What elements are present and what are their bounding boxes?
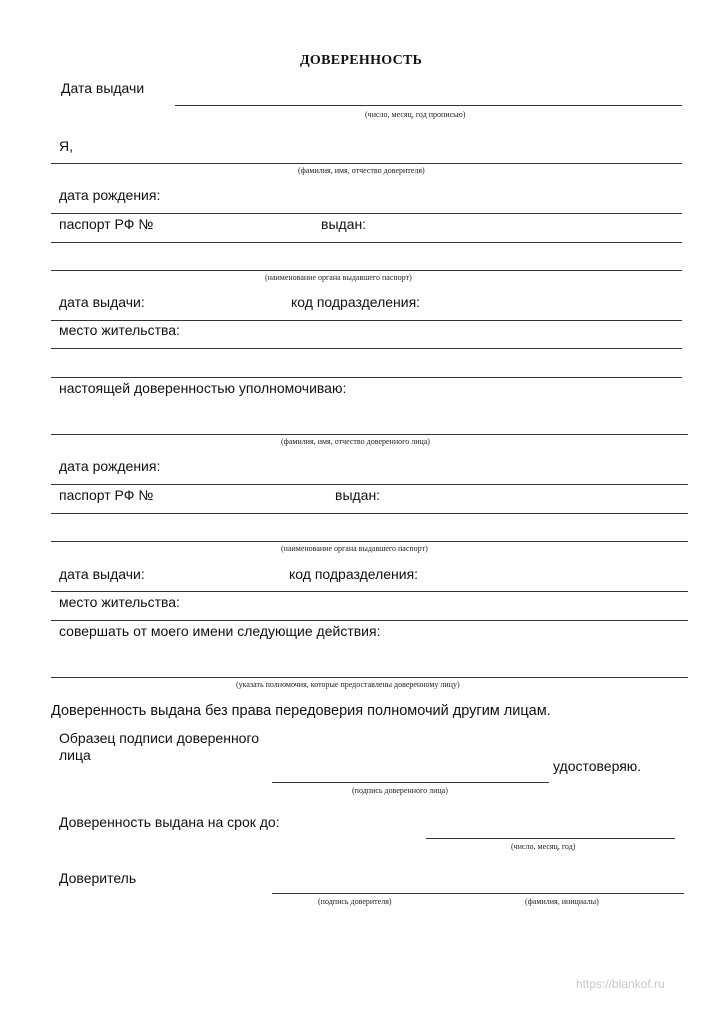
principal-name-caption: (фамилия, имя, отчество доверителя) — [298, 166, 425, 175]
principal-intro: Я, — [59, 138, 73, 154]
agent-authority-field[interactable] — [51, 541, 688, 542]
signature-sample-label-2: лица — [59, 747, 91, 763]
agent-authority-caption: (наименование органа выдавшего паспорт) — [281, 544, 428, 553]
principal-passport-field[interactable] — [51, 242, 682, 243]
principal-signature-caption: (подпись доверителя) — [318, 897, 392, 906]
certify-text: удостоверяю. — [553, 758, 642, 774]
agent-passport-label: паспорт РФ № — [59, 487, 154, 503]
authorize-text: настоящей доверенностью уполномочиваю: — [59, 380, 347, 396]
agent-signature-field[interactable] — [272, 782, 549, 783]
agent-signature-caption: (подпись доверенного лица) — [352, 786, 448, 795]
principal-birth-date-label: дата рождения: — [59, 187, 161, 203]
agent-residence-label: место жительства: — [59, 594, 180, 610]
agent-passport-field[interactable] — [51, 513, 688, 514]
principal-residence-label: место жительства: — [59, 322, 180, 338]
agent-division-code-label: код подразделения: — [289, 566, 419, 582]
actions-text: совершать от моего имени следующие действия: — [59, 623, 381, 639]
principal-division-code-label: код подразделения: — [291, 294, 421, 310]
issue-date-caption: (число, месяц, год прописью) — [365, 110, 466, 119]
term-caption: (число, месяц, год) — [511, 842, 576, 851]
powers-caption: (указать полномочия, которые предоставлены доверенному лицу) — [236, 680, 460, 689]
agent-name-field[interactable] — [51, 434, 688, 435]
agent-passport-date-label: дата выдачи: — [59, 566, 145, 582]
principal-passport-date-field[interactable] — [51, 320, 682, 321]
signature-sample-label: Образец подписи доверенного — [59, 730, 260, 746]
term-date-field[interactable] — [426, 838, 675, 839]
agent-birth-date-label: дата рождения: — [59, 458, 161, 474]
principal-birth-date-field[interactable] — [51, 213, 682, 214]
agent-passport-date-field[interactable] — [51, 591, 688, 592]
principal-issued-by-label: выдан: — [321, 216, 367, 232]
watermark-link[interactable]: https://blankof.ru — [576, 977, 665, 991]
issue-date-label: Дата выдачи — [61, 80, 145, 96]
principal-name-field[interactable] — [51, 163, 682, 164]
agent-issued-by-label: выдан: — [335, 487, 381, 503]
principal-label: Доверитель — [59, 870, 137, 886]
no-substitution-text: Доверенность выдана без права передоверия полномочий другим лицам. — [51, 703, 551, 719]
agent-name-caption: (фамилия, имя, отчество доверенного лица) — [281, 437, 430, 446]
principal-residence-field[interactable] — [51, 348, 682, 349]
principal-authority-field[interactable] — [51, 270, 682, 271]
powers-field[interactable] — [51, 677, 688, 678]
page-title: ДОВЕРЕННОСТЬ — [300, 53, 423, 68]
agent-birth-date-field[interactable] — [51, 484, 688, 485]
principal-authority-caption: (наименование органа выдавшего паспорт) — [265, 273, 412, 282]
principal-name-initials-caption: (фамилия, инициалы) — [525, 897, 599, 906]
principal-residence-field-2[interactable] — [51, 377, 682, 378]
principal-signature-field[interactable] — [272, 893, 684, 894]
issue-date-field[interactable] — [175, 105, 682, 106]
principal-passport-date-label: дата выдачи: — [59, 294, 145, 310]
term-text: Доверенность выдана на срок до: — [59, 814, 280, 830]
principal-passport-label: паспорт РФ № — [59, 216, 154, 232]
agent-residence-field[interactable] — [51, 620, 688, 621]
